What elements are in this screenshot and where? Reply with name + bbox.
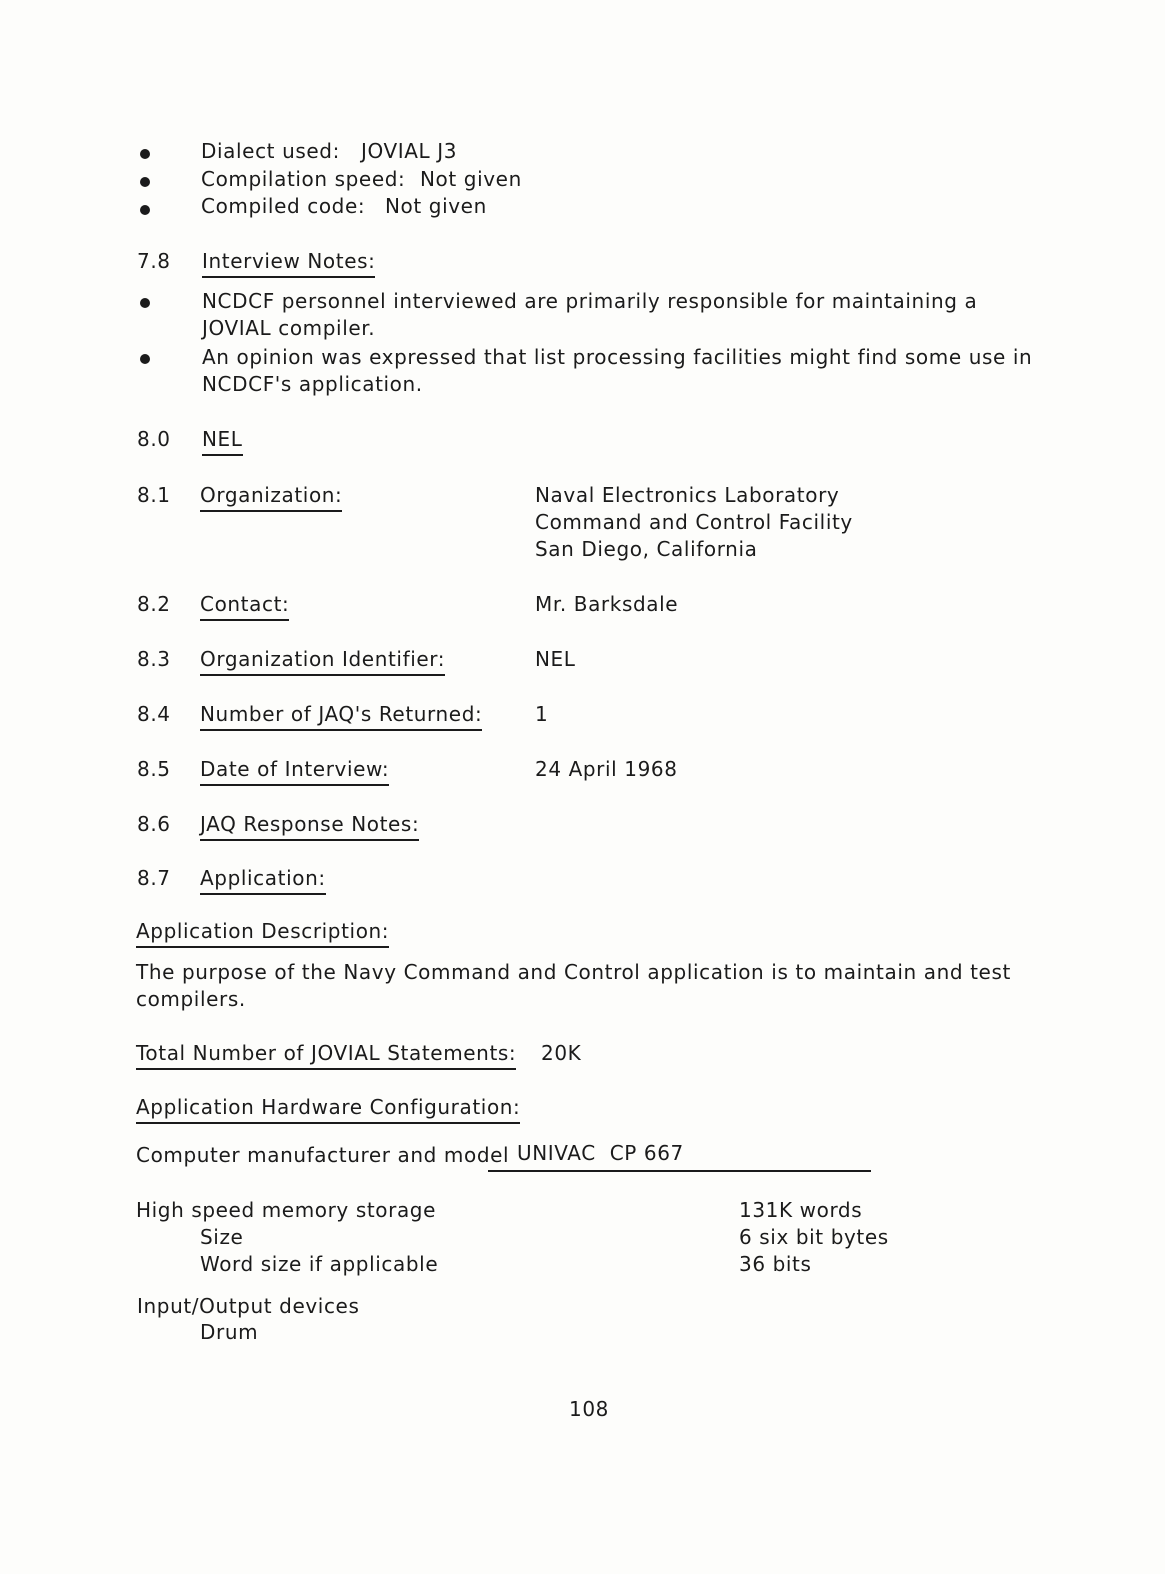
total-statements-label: Total Number of JOVIAL Statements: [136, 1040, 516, 1070]
word-size-value: 36 bits [739, 1252, 812, 1276]
application-description-line-2: compilers. [136, 987, 246, 1011]
contact-label: Contact: [200, 591, 289, 621]
memory-value: 131K words [739, 1198, 863, 1222]
jaq-returned-label: Number of JAQ's Returned: [200, 701, 482, 731]
section-number: 8.0 [137, 427, 171, 451]
word-size-label: Word size if applicable [200, 1252, 439, 1276]
size-value: 6 six bit bytes [739, 1225, 889, 1249]
compilation-speed-value: Not given [420, 167, 522, 191]
application-description-heading: Application Description: [136, 918, 389, 948]
application-label: Application: [200, 865, 326, 895]
dialect-value: JOVIAL J3 [361, 139, 458, 163]
bullet [140, 298, 150, 308]
note-1-line-2: JOVIAL compiler. [202, 316, 376, 340]
io-device-drum: Drum [200, 1320, 259, 1344]
organization-label: Organization: [200, 482, 342, 512]
bullet [140, 177, 150, 187]
date-of-interview-value: 24 April 1968 [535, 757, 678, 781]
organization-value-line-2: Command and Control Facility [535, 510, 853, 534]
section-number: 8.5 [137, 757, 171, 781]
compilation-speed-label: Compilation speed: [201, 167, 406, 191]
section-title-nel: NEL [202, 426, 243, 456]
bullet [140, 149, 150, 159]
section-number: 8.7 [137, 866, 171, 890]
compiled-code-label: Compiled code: [201, 194, 366, 218]
size-label: Size [200, 1225, 244, 1249]
section-number: 8.1 [137, 483, 171, 507]
jaq-response-notes-label: JAQ Response Notes: [200, 811, 419, 841]
total-statements-value: 20K [541, 1041, 582, 1065]
hardware-configuration-heading: Application Hardware Configuration: [136, 1094, 520, 1124]
dialect-label: Dialect used: [201, 139, 340, 163]
compiled-code-value: Not given [385, 194, 487, 218]
organization-identifier-label: Organization Identifier: [200, 646, 445, 676]
page-number: 108 [569, 1397, 609, 1421]
bullet [140, 205, 150, 215]
section-number: 8.4 [137, 702, 171, 726]
computer-label: Computer manufacturer and model [136, 1143, 510, 1167]
note-1-line-1: NCDCF personnel interviewed are primarily responsible for maintaining a [202, 289, 978, 313]
date-of-interview-label: Date of Interview: [200, 756, 389, 786]
organization-identifier-value: NEL [535, 647, 576, 671]
computer-value-underline [488, 1170, 871, 1172]
section-number: 8.3 [137, 647, 171, 671]
section-title-interview-notes: Interview Notes: [202, 248, 375, 278]
memory-label: High speed memory storage [136, 1198, 436, 1222]
section-number: 8.6 [137, 812, 171, 836]
jaq-returned-value: 1 [535, 702, 549, 726]
section-number: 8.2 [137, 592, 171, 616]
io-devices-label: Input/Output devices [137, 1294, 360, 1318]
computer-value: UNIVAC CP 667 [517, 1141, 684, 1165]
organization-value-line-1: Naval Electronics Laboratory [535, 483, 840, 507]
contact-value: Mr. Barksdale [535, 592, 679, 616]
bullet [140, 354, 150, 364]
application-description-line-1: The purpose of the Navy Command and Control application is to maintain and test [136, 960, 1011, 984]
organization-value-line-3: San Diego, California [535, 537, 758, 561]
note-2-line-1: An opinion was expressed that list processing facilities might find some use in [202, 345, 1033, 369]
section-number: 7.8 [137, 249, 171, 273]
note-2-line-2: NCDCF's application. [202, 372, 423, 396]
